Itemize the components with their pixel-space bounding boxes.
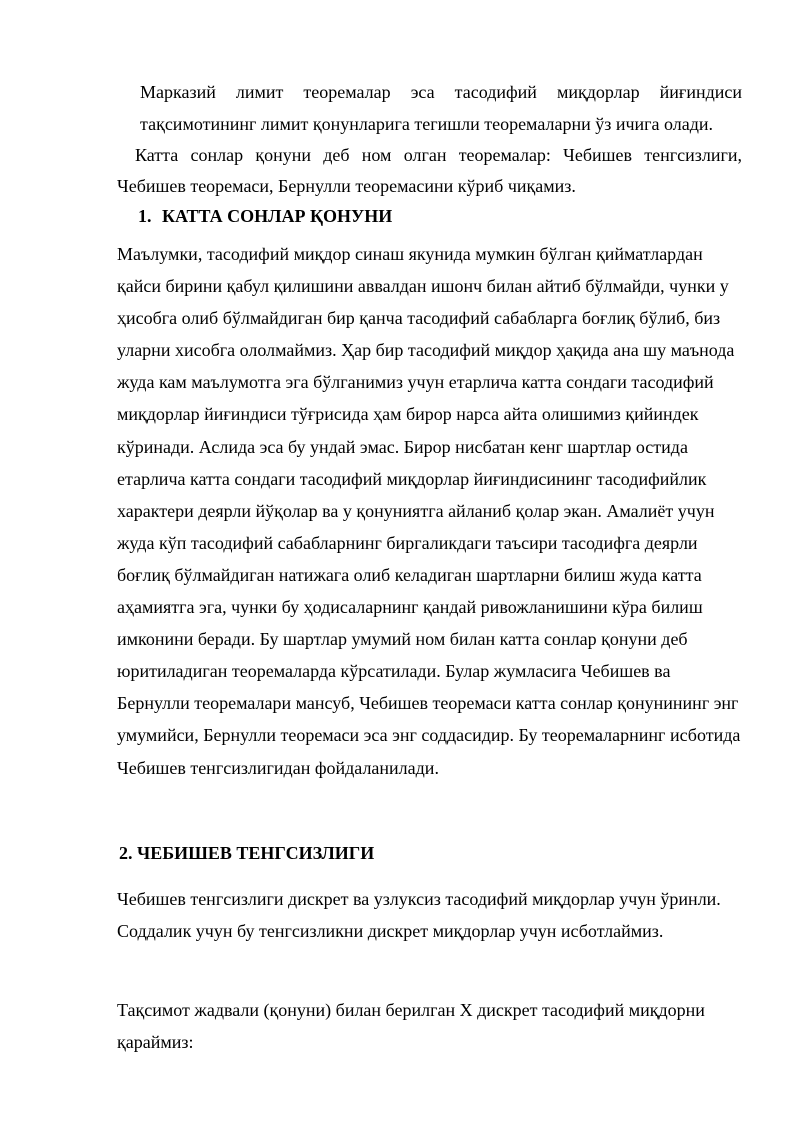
- section-2-body: Чебишев тенгсизлиги дискрет ва узлуксиз тасодифий миқдорлар учун ўринли. Соддалик учун бу тенгсизликни дискрет миқдорлар учун исботлаймиз.: [117, 889, 721, 941]
- intro-paragraph: Марказий лимит теоремалар эса тасодифий миқдорлар йиғиндиси тақсимотининг лимит қонунларига тегишли теоремаларни ўз ичига олади.: [140, 82, 742, 134]
- section-2-table-intro: Тақсимот жадвали (қонуни) билан берилган X дискрет тасодифий миқдорни қараймиз:: [117, 1000, 705, 1052]
- section-1-body: Маълумки, тасодифий миқдор синаш якунида мумкин бўлган қийматлардан қайси бирини қабул қилишини аввалдан ишонч билан айтиб бўлмайди, чунки у ҳисобга олиб бўлмайдиган бир қанча тасодифий сабабларга боғлиқ бўлиб, биз уларни хисобга ололмаймиз. Ҳар бир тасодифий миқдор ҳақида ана шу маънода жуда кам маълумотга эга бўлганимиз учун етарлича катта сондаги тасодифий миқдорлар йиғиндиси тўғрисида ҳам бирор нарса айта олишимиз қийиндек кўринади. Аслида эса бу ундай эмас. Бирор нисбатан кенг шартлар остида етарлича катта сондаги тасодифий миқдорлар йиғиндисининг тасодифийлик характери деярли йўқолар ва у қонуниятга айланиб қолар экан. Амалиёт учун жуда кўп тасодифий сабабларнинг биргаликдаги таъсири тасодифга деярли боғлиқ бўлмайдиган натижага олиб келадиган шартларни билиш жуда катта аҳамиятга эга, чунки бу ҳодисаларнинг қандай ривожланишини кўра билиш имконини беради. Бу шартлар умумий ном билан катта сонлар қонуни деб юритиладиган теоремаларда кўрсатилади. Булар жумласига Чебишев ва Бернулли теоремалари мансуб, Чебишев теоремаси катта сонлар қонунининг энг умумийси, Бернулли теоремаси эса энг соддасидир. Бу теоремаларнинг исботида Чебишев тенгсизлигидан фойдаланилади.: [117, 244, 741, 778]
- section-2-heading: 2. ЧЕБИШЕВ ТЕНГСИЗЛИГИ: [119, 843, 375, 863]
- section-1-number: 1.: [138, 206, 152, 226]
- section-1-heading: [138, 204, 392, 228]
- section-1-title: КАТТА СОНЛАР ҚОНУНИ: [162, 206, 393, 226]
- lln-paragraph: Катта сонлар қонуни деб ном олган теоремалар: Чебишев тенгсизлиги, Чебишев теоремаси, Бернулли теоремасини кўриб чиқамиз.: [117, 145, 742, 196]
